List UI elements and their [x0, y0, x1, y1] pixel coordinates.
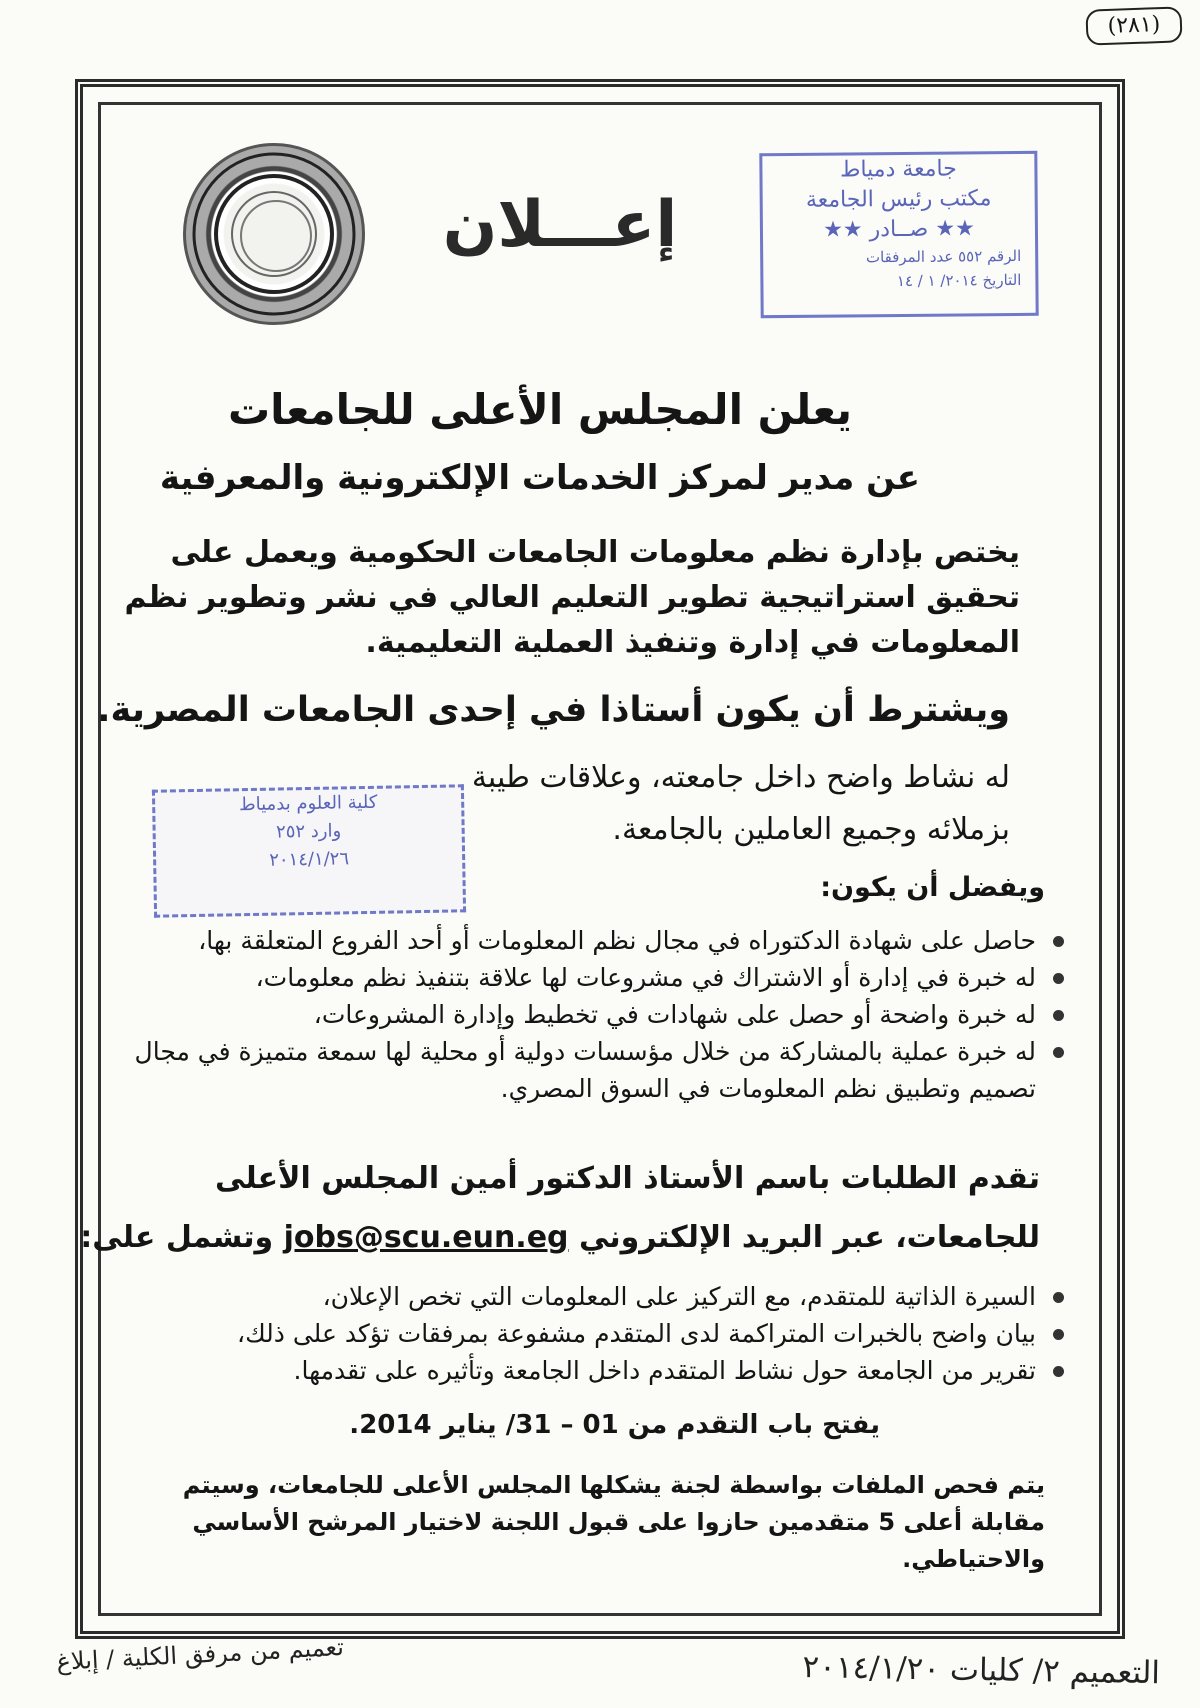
incoming-stamp-college: كلية العلوم بدمياط — [238, 791, 378, 816]
list-item: السيرة الذاتية للمتقدم، مع التركيز على المعلومات التي تخص الإعلان، — [130, 1278, 1070, 1315]
closing-note: يتم فحص الملفات بواسطة لجنة يشكلها المجلس الأعلى للجامعات، وسيتم مقابلة أعلى 5 متقدمين حازوا على قبول اللجنة لاختيار المرشح الأساسي والاحتياطي. — [182, 1471, 1045, 1573]
position-subheading: عن مدير لمركز الخدمات الإلكترونية والمعرفية — [159, 458, 920, 498]
stamp-number: الرقم ٥٥٢ عدد المرفقات — [865, 246, 1022, 267]
list-item: حاصل على شهادة الدكتوراه في مجال نظم المعلومات أو أحد الفروع المتعلقة بها، — [130, 922, 1070, 959]
role-description: يختص بإدارة نظم معلومات الجامعات الحكومية ويعمل على تحقيق استراتيجية تطوير التعليم العالي في نشر وتطوير نظم المعلومات في إدارة وتنفيذ العملية التعليمية. — [124, 535, 1020, 660]
list-item: له خبرة في إدارة أو الاشتراك في مشروعات لها علاقة بتنفيذ نظم معلومات، — [130, 959, 1070, 996]
application-text-after-email: وتشمل على: — [80, 1220, 274, 1255]
preferred-heading: ويفضل أن يكون: — [820, 872, 1045, 903]
list-item: له خبرة واضحة أو حصل على شهادات في تخطيط وإدارة المشروعات، — [130, 996, 1070, 1033]
incoming-stamp-date: ٢٠١٤/١/٢٦ — [269, 848, 350, 871]
requirement-heading: ويشترط أن يكون أستاذا في إحدى الجامعات المصرية. — [97, 690, 1010, 730]
stamp-university: جامعة دمياط — [839, 156, 957, 183]
list-item: له خبرة عملية بالمشاركة من خلال مؤسسات دولية أو محلية لها سمعة متميزة في مجال تصميم وتطبيق نظم المعلومات في السوق المصري. — [130, 1033, 1070, 1107]
list-item: تقرير من الجامعة حول نشاط المتقدم داخل الجامعة وتأثيره على تقدمها. — [130, 1352, 1070, 1389]
application-period: يفتح باب التقدم من 01 – 31/ يناير 2014. — [349, 1410, 880, 1440]
announcement-heading: يعلن المجلس الأعلى للجامعات — [227, 385, 853, 434]
email-link[interactable]: jobs@scu.eun.eg — [283, 1220, 569, 1255]
page-number: (٢٨١) — [1085, 6, 1182, 45]
stamp-office: مكتب رئيس الجامعة — [805, 186, 992, 213]
incoming-stamp-number: وارد ٢٥٢ — [275, 820, 342, 843]
handwritten-note-bottom: التعميم ٢/ كليات ٢٠١٤/١/٢٠ — [802, 1649, 1161, 1692]
handwritten-note-left: تعميم من مرفق الكلية / إبلاغ — [55, 1632, 345, 1676]
application-instruction-line2 — [80, 1220, 1040, 1255]
application-instruction-line1: تقدم الطلبات باسم الأستاذ الدكتور أمين المجلس الأعلى — [215, 1161, 1040, 1196]
application-text-before-email: للجامعات، عبر البريد الإلكتروني — [578, 1220, 1040, 1255]
requirement-detail: له نشاط واضح داخل جامعته، وعلاقات طيبة بزملائه وجميع العاملين بالجامعة. — [471, 760, 1010, 847]
required-documents-list — [130, 1278, 1070, 1389]
list-item: بيان واضح بالخبرات المتراكمة لدى المتقدم مشفوعة بمرفقات تؤكد على ذلك، — [130, 1315, 1070, 1352]
preferred-qualifications-list — [130, 922, 1070, 1107]
stamp-date: التاريخ ٢٠١٤/ ١ / ١٤ — [896, 270, 1022, 291]
announcement-title: إعـــلان — [442, 188, 678, 262]
stamp-outgoing: ★★ صــادر ★★ — [823, 216, 975, 243]
